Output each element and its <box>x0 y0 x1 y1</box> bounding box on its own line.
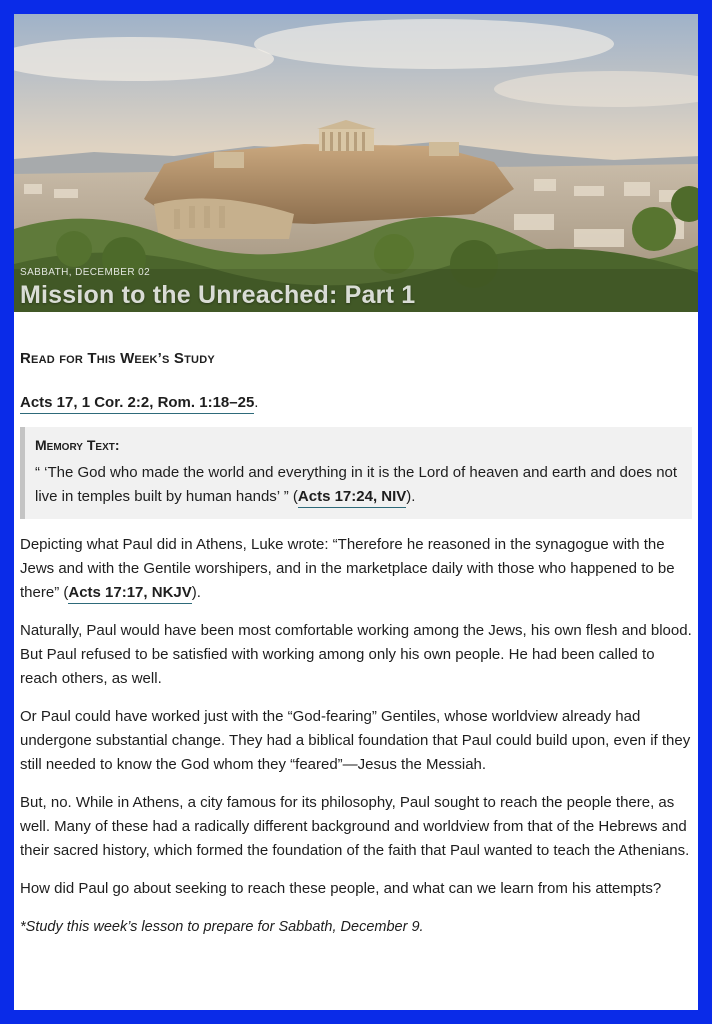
lesson-title: Mission to the Unreached: Part 1 <box>20 281 416 309</box>
memory-quote-text: “ ‘The God who made the world and everything in it is the Lord of heaven and earth and does not live in temples built by human hands’ ” ( <box>35 464 678 505</box>
paragraph-1-close: ). <box>191 584 201 601</box>
hero-banner <box>14 14 698 312</box>
paragraph-3: Or Paul could have worked just with the “God-fearing” Gentiles, whose worldview already had undergone substantial change. They had a biblical foundation that Paul could build upon, even if they still needed to know the God whom they “feared”—Jesus the Messiah. <box>20 708 691 773</box>
reading-references <box>20 391 692 415</box>
paragraph-1-text: Depicting what Paul did in Athens, Luke wrote: “Therefore he reasoned in the synagogue with the Jews and with the Gentile worshipers, and in the marketplace daily with those who happened to be there” ( <box>20 536 675 601</box>
study-note: *Study this week’s lesson to prepare for Sabbath, December 9. <box>20 919 424 935</box>
lesson-date: SABBATH, DECEMBER 02 <box>20 267 151 278</box>
memory-heading: Memory Text: <box>35 437 120 453</box>
memory-text-box <box>20 427 692 519</box>
paragraph-4: But, no. While in Athens, a city famous for its philosophy, Paul sought to reach the people there, as well. Many of these had a radically different background and worldview from that of the Hebrews and their sacred history, which formed the foundation of the faith that Paul wanted to teach the Athenians. <box>20 794 690 859</box>
paragraph-5: How did Paul go about seeking to reach these people, and what can we learn from his attempts? <box>20 880 662 897</box>
paragraph-2: Naturally, Paul would have been most comfortable working among the Jews, his own flesh and blood. But Paul refused to be satisfied with working among only his own people. He had been called to reach others, as well. <box>20 622 692 687</box>
memory-ref-link[interactable]: Acts 17:24, NIV <box>298 488 406 508</box>
memory-quote <box>35 461 682 509</box>
reading-refs-link[interactable]: Acts 17, 1 Cor. 2:2, Rom. 1:18–25 <box>20 394 254 414</box>
memory-close: ). <box>406 488 416 505</box>
acts-17-17-link[interactable]: Acts 17:17, NKJV <box>68 584 191 604</box>
paragraph-1 <box>20 533 692 605</box>
reading-heading: Read for This Week’s Study <box>20 350 215 367</box>
lesson-content <box>14 350 698 939</box>
page-frame <box>12 12 700 1012</box>
reading-trailing: . <box>254 394 259 411</box>
